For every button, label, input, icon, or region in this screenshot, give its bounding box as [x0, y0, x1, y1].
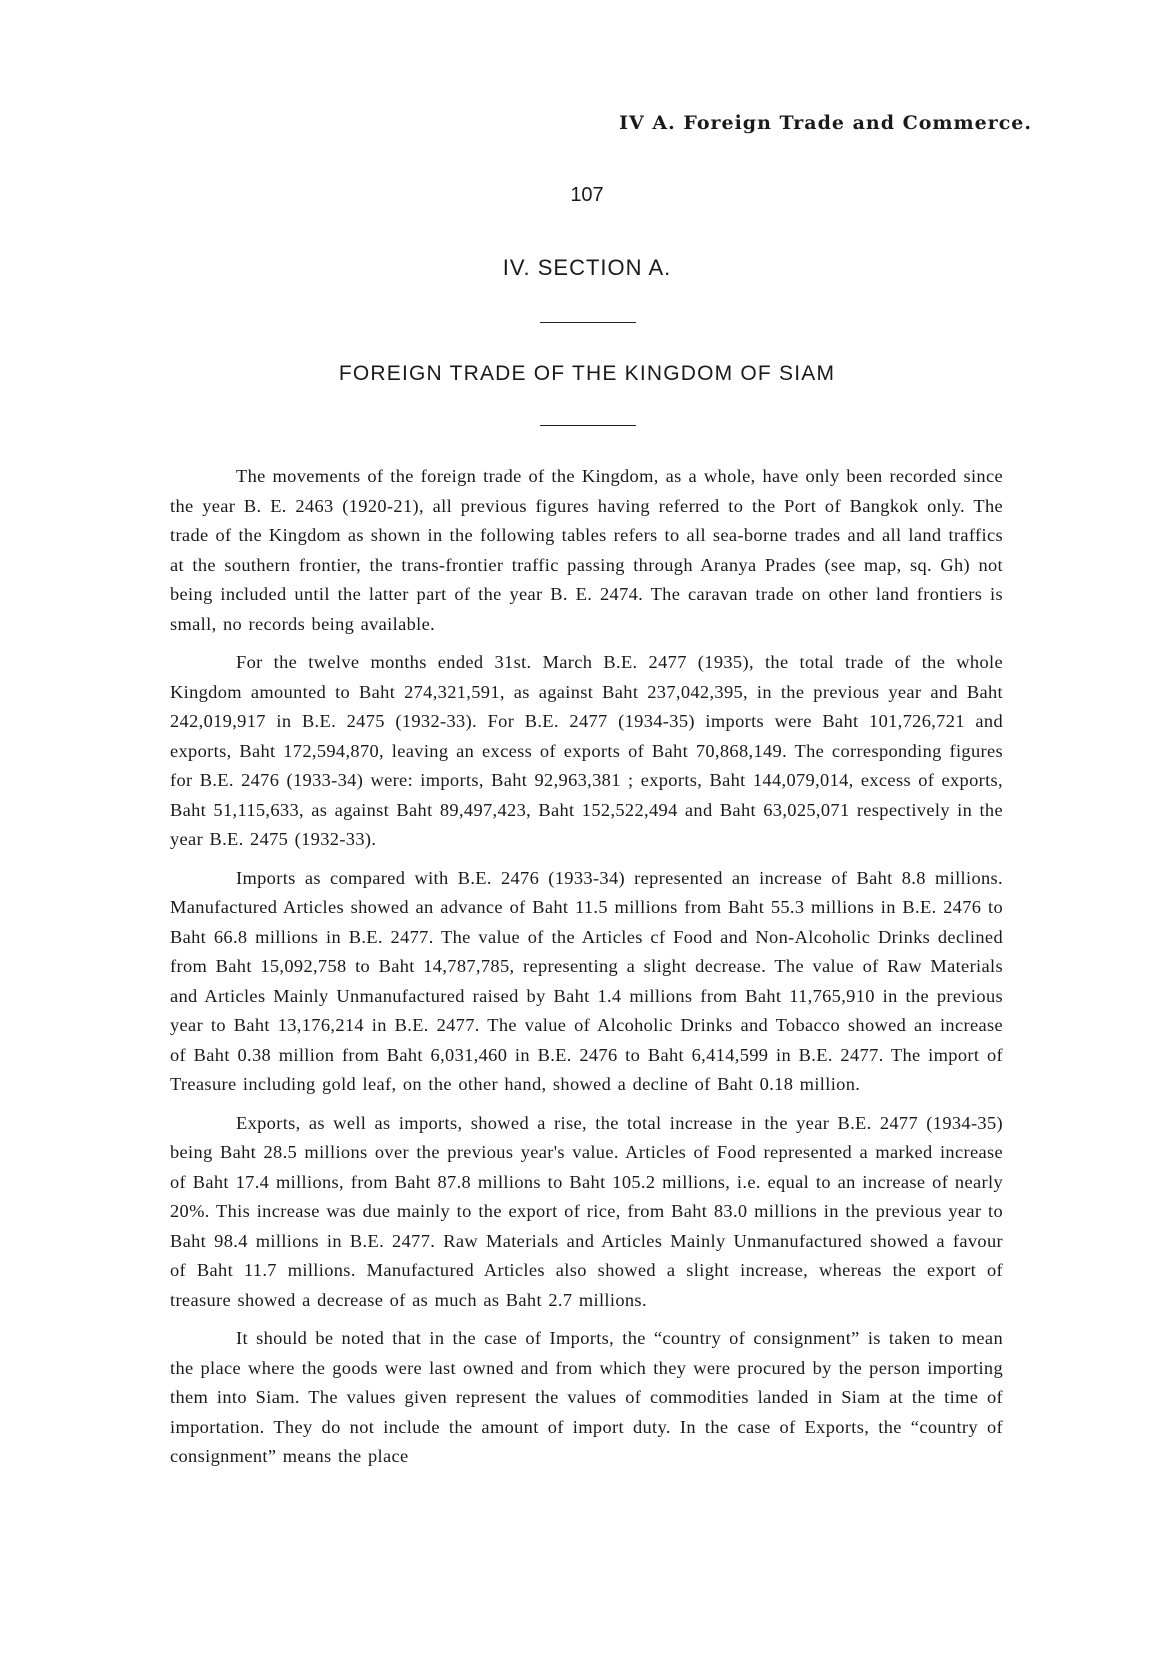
divider-rule — [540, 322, 636, 323]
section-heading: IV. SECTION A. — [502, 255, 672, 280]
page-number: 107 — [570, 184, 604, 206]
paragraph: Exports, as well as imports, showed a rise, the total increase in the year B.E. 2477 (1934-35) being Baht 28.5 millions over the previous year's value. Articles of Food represented a marked increase of Baht 17.4 millions, from Baht 87.8 millions to Baht 105.2 millions, i.e. equal to an increase of nearly 20%. This increase was due mainly to the export of rice, from Baht 83.0 millions in the previous year to Baht 98.4 millions in B.E. 2477. Raw Materials and Articles Mainly Unmanufactured showed a favour of Baht 11.7 millions. Manufactured Articles also showed a slight increase, whereas the export of treasure showed a decrease of as much as Baht 2.7 millions. — [170, 1112, 1003, 1310]
running-head: IV A. Foreign Trade and Commerce. — [619, 112, 1032, 134]
paragraph: For the twelve months ended 31st. March B.E. 2477 (1935), the total trade of the whole Kingdom amounted to Baht 274,321,591, as against Baht 237,042,395, in the previous year and Baht 242,019,917 in B.E. 2475 (1932-33). For B.E. 2477 (1934-35) imports were Baht 101,726,721 and exports, Baht 172,594,870, leaving an excess of exports of Baht 70,868,149. The corresponding figures for B.E. 2476 (1933-34) were: imports, Baht 92,963,381 ; exports, Baht 144,079,014, excess of exports, Baht 51,115,633, as against Baht 89,497,423, Baht 152,522,494 and Baht 63,025,071 respectively in the year B.E. 2475 (1932-33). — [170, 652, 1003, 849]
paragraph: Imports as compared with B.E. 2476 (1933-34) represented an increase of Baht 8.8 millions. Manufactured Articles showed an advance of Baht 11.5 millions from Baht 55.3 millions in B.E. 2476 to Baht 66.8 millions in B.E. 2477. The value of the Articles cf Food and Non-Alcoholic Drinks declined from Baht 15,092,758 to Baht 14,787,785, representing a slight decrease. The value of Raw Materials and Articles Mainly Unmanufactured raised by Baht 1.4 millions from Baht 11,765,910 in the previous year to Baht 13,176,214 in B.E. 2477. The value of Alcoholic Drinks and Tobacco showed an increase of Baht 0.38 million from Baht 6,031,460 in B.E. 2476 to Baht 6,414,599 in B.E. 2477. The import of Treasure including gold leaf, on the other hand, showed a decline of Baht 0.18 million. — [170, 867, 1003, 1094]
divider-rule — [540, 425, 636, 426]
body-text — [170, 462, 1003, 1481]
paragraph: It should be noted that in the case of Imports, the “country of consignment” is taken to mean the place where the goods were last owned and from which they were procured by the person importing them into Siam. The values given represent the values of commodities landed in Siam at the time of importation. They do not include the amount of import duty. In the case of Exports, the “country of consignment” means the place — [170, 1328, 1003, 1466]
page-title: FOREIGN TRADE OF THE KINGDOM OF SIAM — [338, 362, 836, 385]
paragraph: The movements of the foreign trade of the Kingdom, as a whole, have only been recorded since the year B. E. 2463 (1920-21), all previous figures having referred to the Port of Bangkok only. The trade of the Kingdom as shown in the following tables refers to all sea-borne trades and all land traffics at the southern frontier, the trans-frontier traffic passing through Aranya Prades (see map, sq. Gh) not being included until the latter part of the year B. E. 2474. The caravan trade on other land frontiers is small, no records being available. — [170, 466, 1003, 634]
